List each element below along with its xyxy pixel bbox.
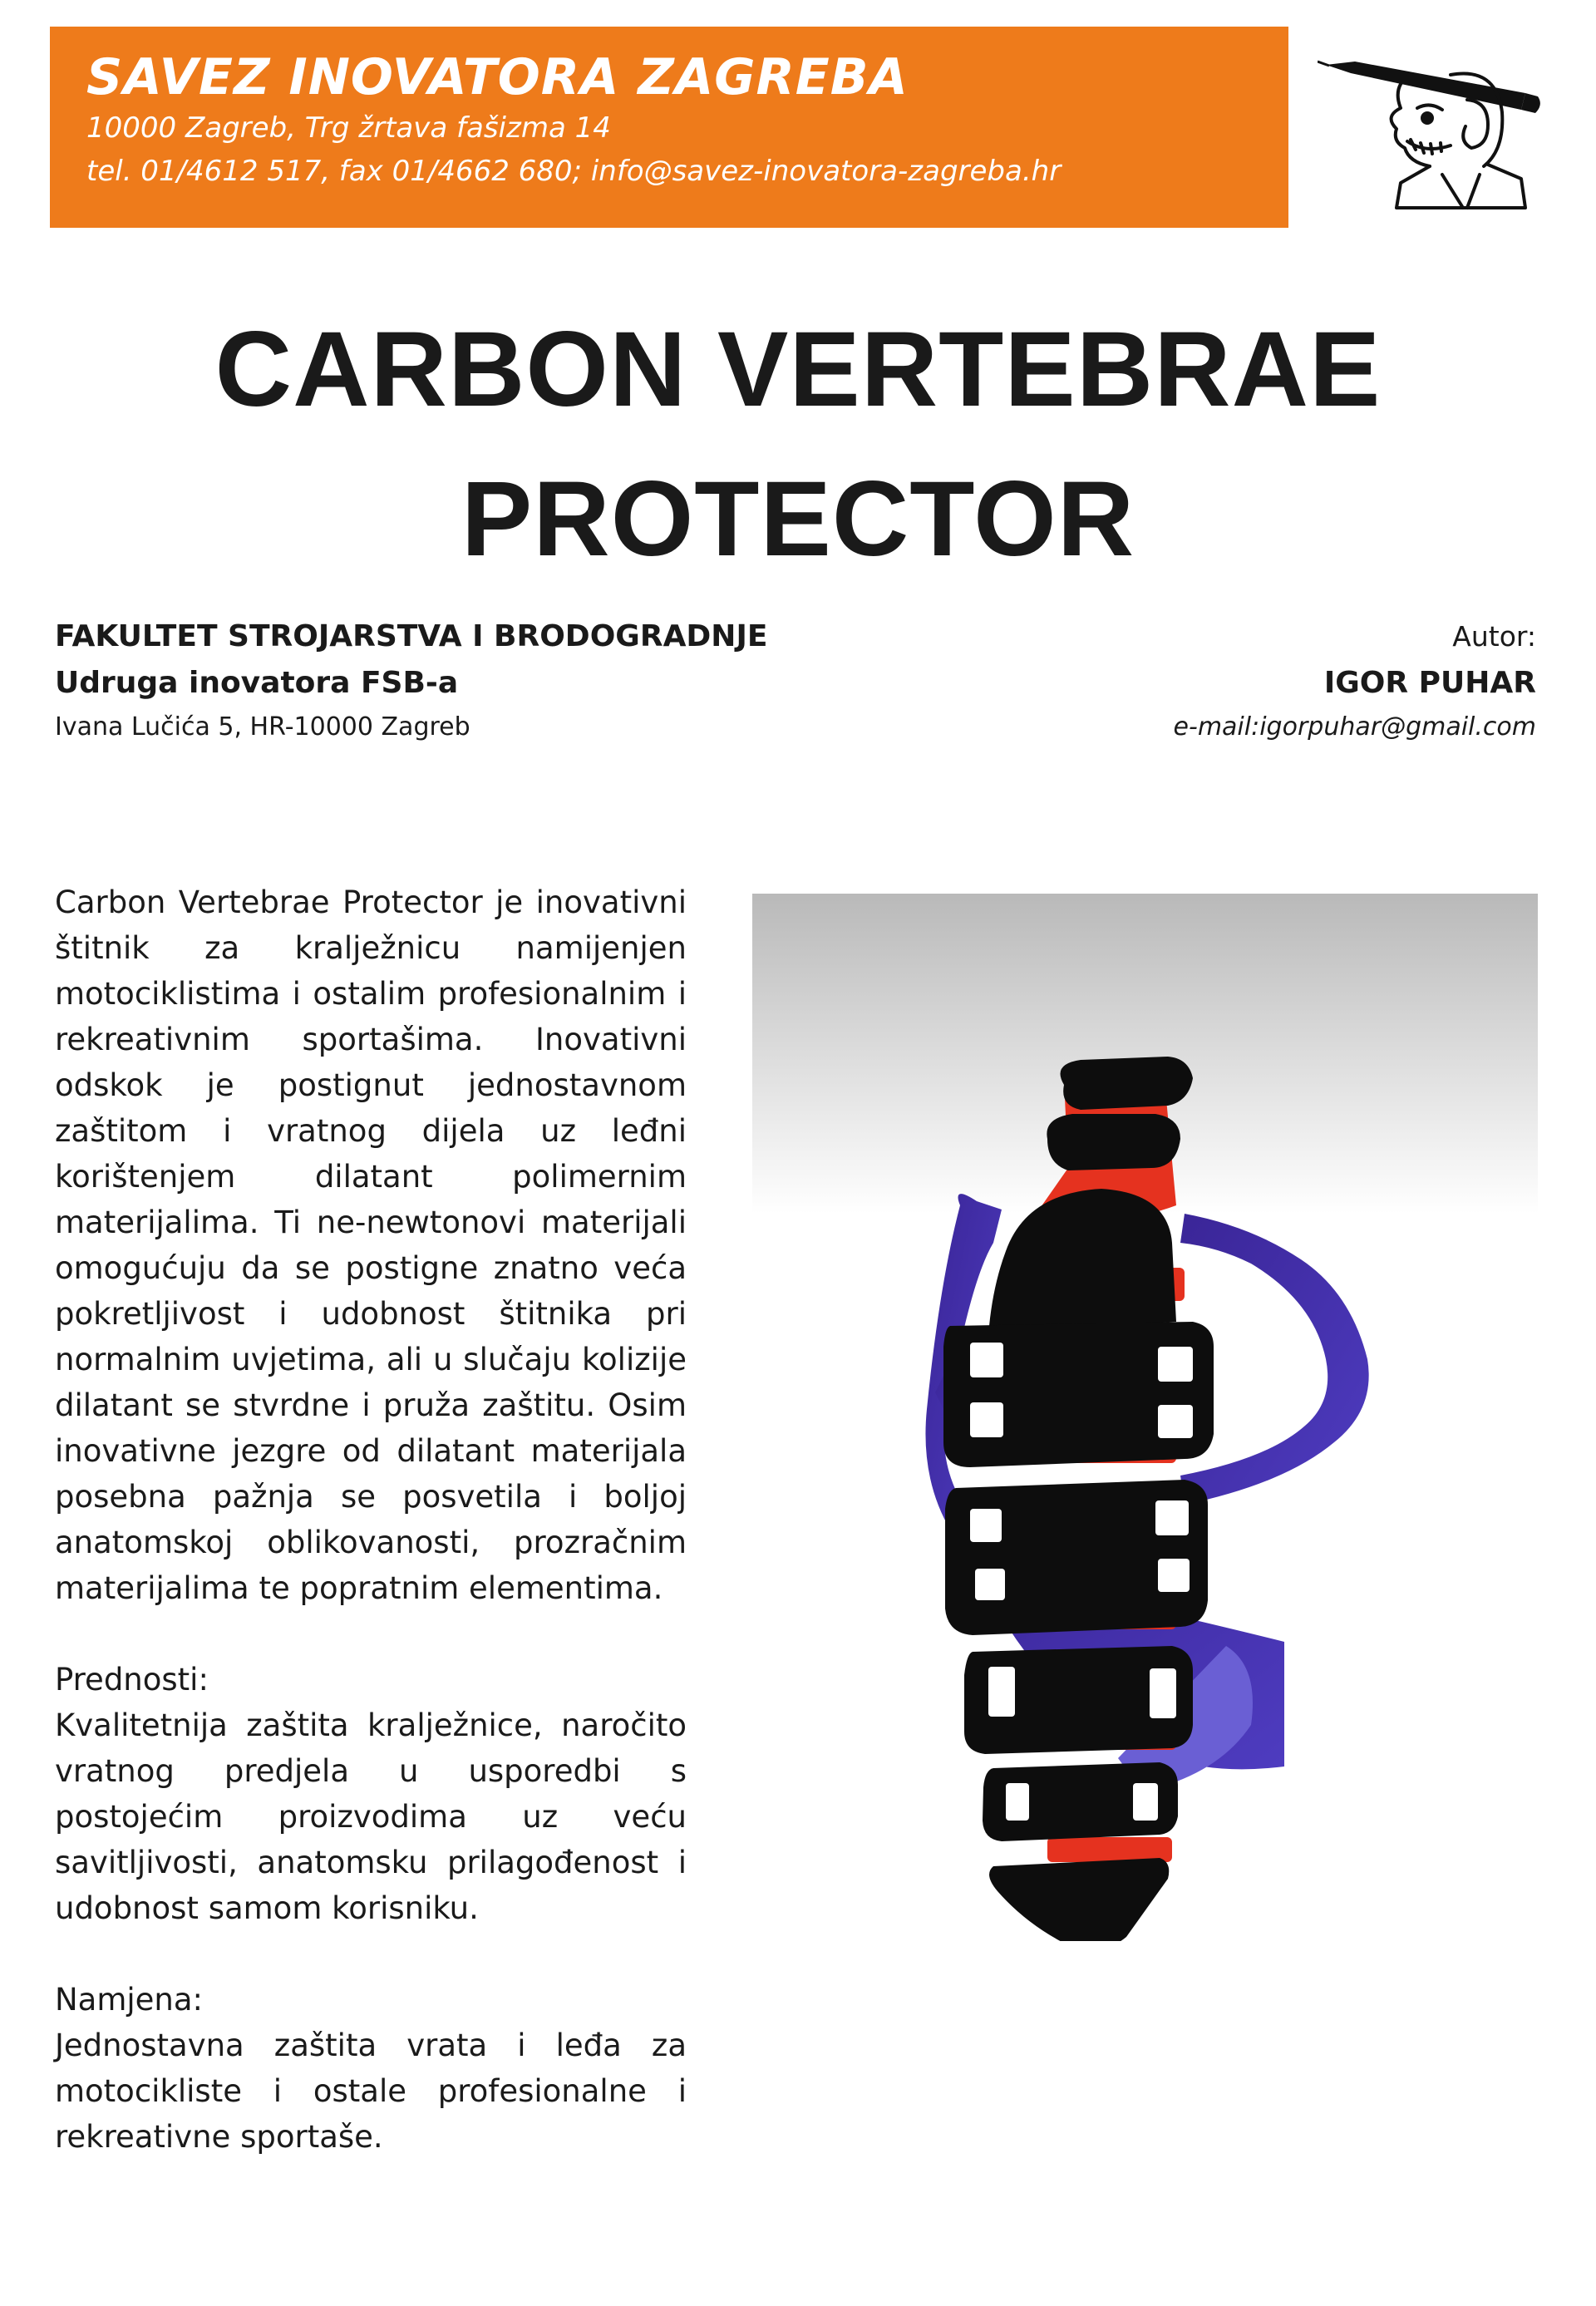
author-name: IGOR PUHAR: [1323, 666, 1536, 700]
inventor-caricature-icon: [1318, 50, 1550, 212]
institution-address: Ivana Lučića 5, HR-10000 Zagreb: [55, 712, 470, 742]
neck-plate-1: [1061, 1057, 1194, 1110]
organization-address: 10000 Zagreb, Trg žrtava fašizma 14: [86, 111, 611, 145]
advantages-text: Kvalitetnija zaštita kralježnice, naročito vratnog predjela u usporedbi s postojećim proizvodima uz veću savitljivosti, anatomsku prilagođenost i udobnost samom korisniku.: [55, 1707, 687, 1926]
author-email: e-mail:igorpuhar@gmail.com: [1173, 712, 1536, 742]
description-intro: Carbon Vertebrae Protector je inovativni štitnik za kralježnicu namijenjen motociklistima i ostalim profesionalnim i rekreativnim sportašima. Inovativni odskok je postignut jednostavnom zaštitom i vratnog dijela uz leđni korištenjem dilatant polimernim materijalima. Ti ne-newtonovi materijali omogućuju da se postigne znatno veća pokretljivost i udobnost štitnika pri normalnim uvjetima, ali u slučaju kolizije dilatant se stvrdne i pruža zaštitu. Osim inovativne jezgre od dilatant materijala posebna pažnja se posvetila i boljoj anatomskoj oblikovanosti, prozračnim materijalima te popratnim elementima.: [55, 884, 687, 1606]
header-banner: [50, 27, 1288, 228]
neck-plate-2: [1047, 1114, 1180, 1170]
author-label: Autor:: [1452, 620, 1536, 653]
title-line-1: CARBON VERTEBRAE: [214, 310, 1382, 429]
poster-title: [0, 295, 1596, 594]
title-line-2: PROTECTOR: [461, 460, 1135, 579]
faculty-name: FAKULTET STROJARSTVA I BRODOGRADNJE: [55, 619, 768, 653]
author-block: [1174, 613, 1536, 748]
organization-name: SAVEZ INOVATORA ZAGREBA: [86, 48, 909, 106]
institution-block: [55, 613, 767, 748]
advantages-heading: Prednosti:: [55, 1662, 209, 1697]
purpose-heading: Namjena:: [55, 1982, 204, 2018]
association-name: Udruga inovatora FSB-a: [55, 666, 459, 700]
lumbar-plate: [989, 1858, 1169, 1941]
organization-contact: tel. 01/4612 517, fax 01/4662 680; info@savez-inovatora-zagreba.hr: [86, 155, 1062, 188]
description-text: [55, 880, 687, 2160]
spine-protector-illustration: [752, 894, 1538, 1941]
purpose-text: Jednostavna zaštita vrata i leđa za motocikliste i ostale profesionalne i rekreativne sportaše.: [55, 2028, 687, 2155]
